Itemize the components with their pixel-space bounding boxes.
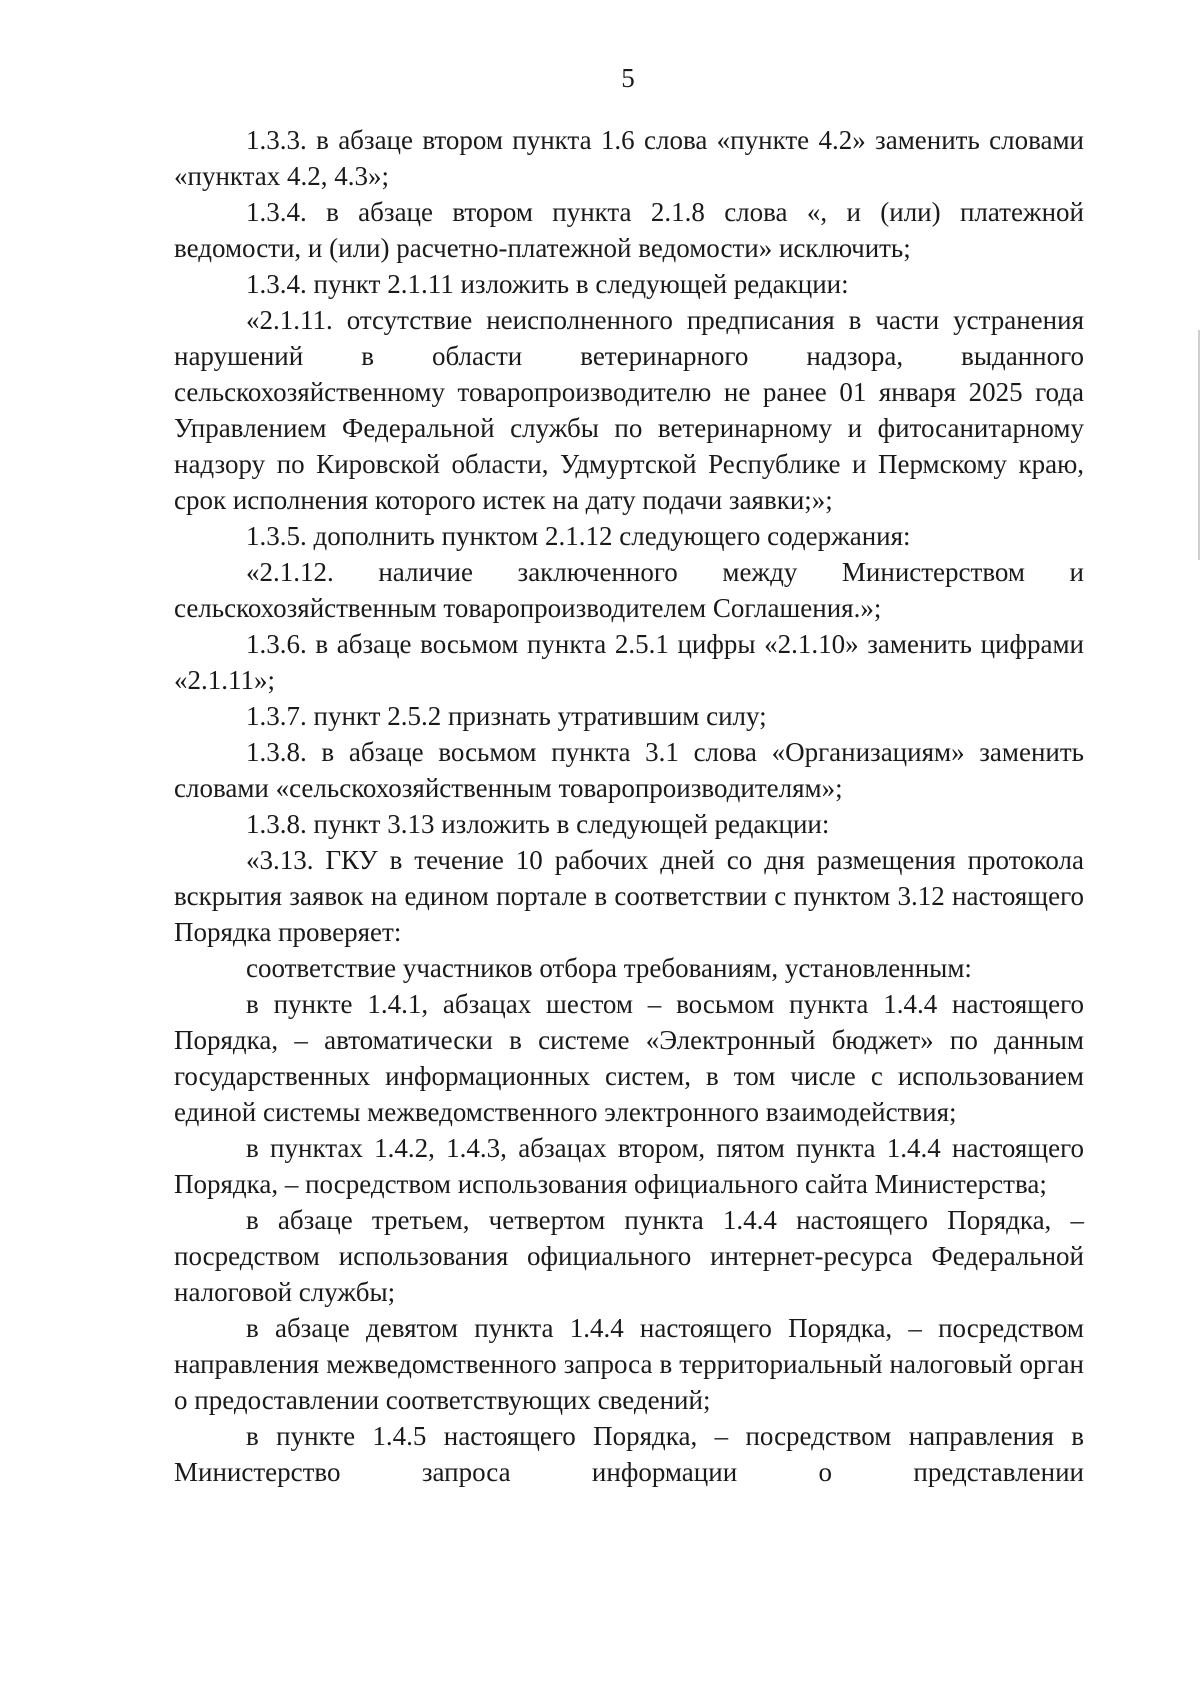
paragraph-3-13-quote: «3.13. ГКУ в течение 10 рабочих дней со дня размещения протокола вскрытия заявок на едином портале в соответствии с пунктом 3.12 настоящего Порядка проверяет: (174, 845, 1084, 947)
paragraph-1-3-7: 1.3.7. пункт 2.5.2 признать утратившим силу; (246, 701, 767, 731)
page-number: 5 (621, 63, 635, 93)
paragraph-check-1-4-2: в пунктах 1.4.2, 1.4.3, абзацах втором, пятом пункта 1.4.4 настоящего Порядка, – посредством использования официального сайта Министерства; (174, 1133, 1084, 1199)
paragraph-check-fns: в абзаце третьем, четвертом пункта 1.4.4 настоящего Порядка, – посредством использования официального интернет-ресурса Федеральной налоговой службы; (174, 1205, 1084, 1307)
paragraph-2-1-11-quote: «2.1.11. отсутствие неисполненного предписания в части устранения нарушений в области ветеринарного надзора, выданного сельскохозяйственному товаропроизводителю не ранее 01 января 2025 года Управлением Федеральной службы по ветеринарному и фитосанитарному надзору по Кировской области, Удмуртской Республике и Пермскому краю, срок исполнения которого истек на дату подачи заявки;»; (174, 305, 1084, 515)
paragraph-check-tax-request: в абзаце девятом пункта 1.4.4 настоящего Порядка, – посредством направления межведомственного запроса в территориальный налоговый орган о предоставлении соответствующих сведений; (174, 1313, 1084, 1415)
paragraph-1-3-5: 1.3.5. дополнить пунктом 2.1.12 следующего содержания: (246, 521, 911, 551)
paragraph-check-1-4-5: в пункте 1.4.5 настоящего Порядка, – посредством направления в Министерство запроса информации о представлении (174, 1421, 1084, 1487)
paragraph-1-3-8-b: 1.3.8. пункт 3.13 изложить в следующей редакции: (246, 809, 830, 839)
paragraph-1-3-4-b: 1.3.4. пункт 2.1.11 изложить в следующей редакции: (246, 269, 849, 299)
paragraph-1-3-6: 1.3.6. в абзаце восьмом пункта 2.5.1 цифры «2.1.10» заменить цифрами «2.1.11»; (174, 629, 1084, 695)
paragraph-2-1-12-quote: «2.1.12. наличие заключенного между Министерством и сельскохозяйственным товаропроизводителем Соглашения.»; (174, 557, 1084, 623)
paragraph-1-3-3: 1.3.3. в абзаце втором пункта 1.6 слова «пункте 4.2» заменить словами «пунктах 4.2, 4.3»; (174, 125, 1084, 191)
paragraph-1-3-4-a: 1.3.4. в абзаце втором пункта 2.1.8 слова «, и (или) платежной ведомости, и (или) расчетно-платежной ведомости» исключить; (174, 197, 1084, 263)
paragraph-compliance-intro: соответствие участников отбора требованиям, установленным: (246, 953, 972, 983)
document-body (174, 122, 1084, 1490)
paragraph-1-3-8-a: 1.3.8. в абзаце восьмом пункта 3.1 слова «Организациям» заменить словами «сельскохозяйственным товаропроизводителям»; (174, 737, 1084, 803)
paragraph-check-1-4-1: в пункте 1.4.1, абзацах шестом – восьмом пункта 1.4.4 настоящего Порядка, – автоматически в системе «Электронный бюджет» по данным государственных информационных систем, в том числе с использованием единой системы межведомственного электронного взаимодействия; (174, 989, 1084, 1127)
